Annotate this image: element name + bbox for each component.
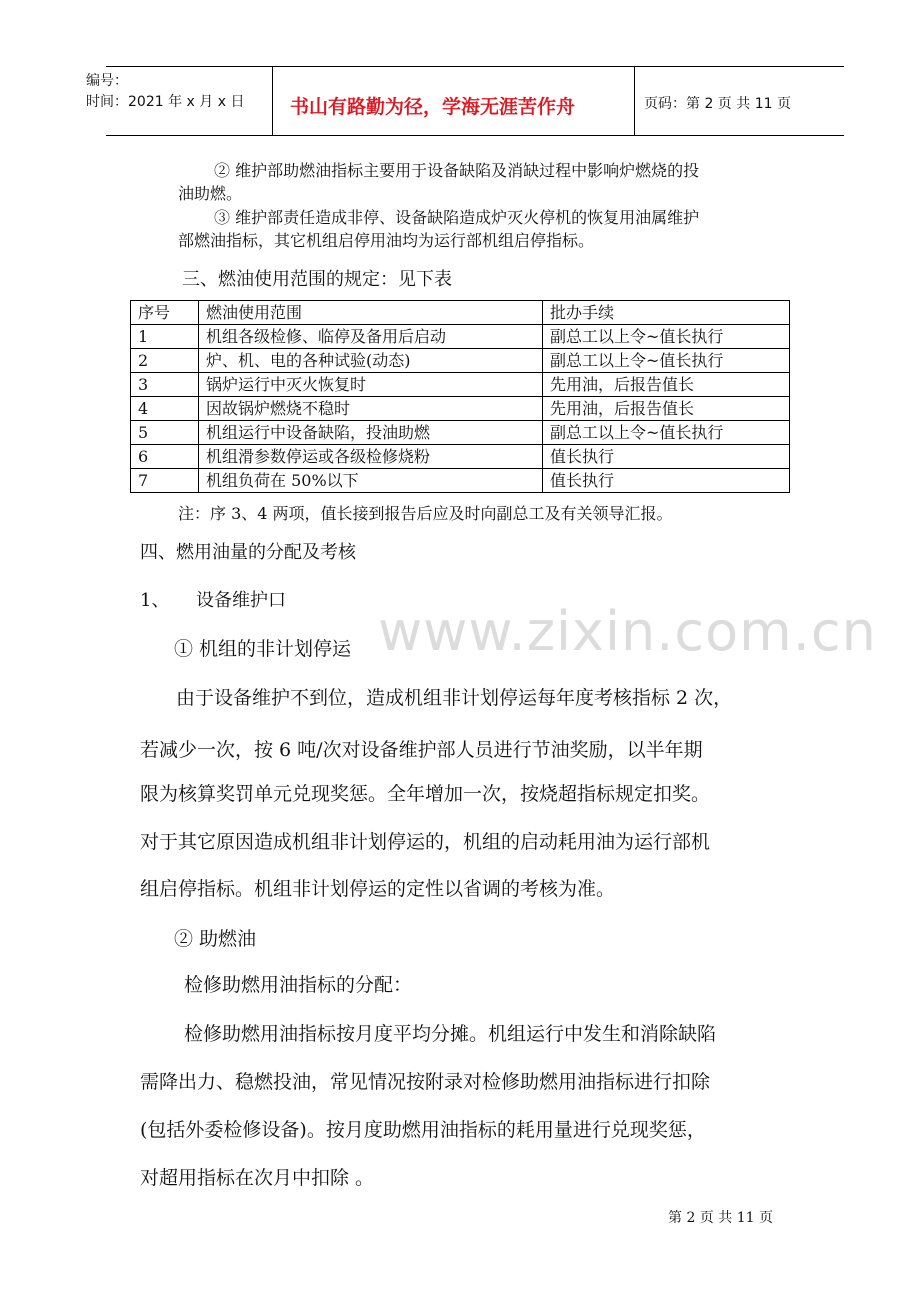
table-cell: 副总工以上令~值长执行	[543, 325, 790, 349]
header-number-label: 编号：	[86, 73, 128, 89]
table-header-cell: 批办手续	[543, 301, 790, 325]
table-row	[131, 445, 790, 469]
para-3-line-1: ③ 维护部责任造成非停、设备缺陷造成炉灭火停机的恢复用油属维护	[214, 208, 700, 227]
watermark: www.zixin.com.cn	[378, 600, 877, 663]
body-1-line-5: 组启停指标。机组非计划停运的定性以省调的考核为准。	[140, 878, 616, 900]
table-cell: 机组运行中设备缺陷，投油助燃	[199, 421, 543, 445]
table-cell: 机组滑参数停运或各级检修烧粉	[199, 445, 543, 469]
subsection-2-intro: 检修助燃用油指标的分配：	[184, 974, 413, 996]
table-row	[131, 421, 790, 445]
table-cell: 1	[131, 325, 199, 349]
item-1-number: 1、	[140, 590, 170, 611]
header-bottom-rule	[106, 135, 844, 136]
table-cell: 2	[131, 349, 199, 373]
body-2-line-1: 检修助燃用油指标按月度平均分摊。机组运行中发生和消除缺陷	[184, 1023, 717, 1045]
table-header-cell: 燃油使用范围	[199, 301, 543, 325]
header-divider-left	[272, 66, 273, 135]
header-top-rule	[106, 66, 844, 67]
body-1-line-2: 若减少一次，按 6 吨/次对设备维护部人员进行节油奖励，以半年期	[140, 739, 703, 761]
table-cell: 4	[131, 397, 199, 421]
section-3-title: 三、燃油使用范围的规定：见下表	[182, 269, 452, 290]
subsection-1-title: ① 机组的非计划停运	[174, 638, 352, 660]
para-2-line-2: 油助燃。	[178, 184, 243, 203]
body-1-line-3: 限为核算奖罚单元兑现奖惩。全年增加一次，按烧超指标规定扣奖。	[140, 783, 711, 805]
para-3-line-2: 部燃油指标，其它机组启停用油均为运行部机组启停指标。	[178, 231, 595, 250]
table-row	[131, 349, 790, 373]
table-cell: 先用油，后报告值长	[543, 397, 790, 421]
table-row	[131, 469, 790, 493]
fuel-usage-table	[130, 300, 790, 493]
body-1-line-1: 由于设备维护不到位，造成机组非计划停运每年度考核指标 2 次，	[176, 687, 733, 709]
table-cell: 因故锅炉燃烧不稳时	[199, 397, 543, 421]
table-header-row	[131, 301, 790, 325]
table-row	[131, 397, 790, 421]
table-row	[131, 373, 790, 397]
subsection-2-title: ② 助燃油	[174, 928, 257, 950]
table-cell: 副总工以上令~值长执行	[543, 421, 790, 445]
table-cell: 6	[131, 445, 199, 469]
body-2-line-2: 需降出力、稳燃投油，常见情况按附录对检修助燃用油指标进行扣除	[140, 1071, 711, 1093]
header-divider-right	[634, 66, 635, 135]
table-cell: 值长执行	[543, 469, 790, 493]
para-2-line-1: ② 维护部助燃油指标主要用于设备缺陷及消缺过程中影响炉燃烧的投	[214, 161, 700, 180]
item-1-label: 设备维护口	[196, 590, 286, 611]
table-cell: 7	[131, 469, 199, 493]
table-cell: 5	[131, 421, 199, 445]
section-4-title: 四、燃用油量的分配及考核	[140, 542, 356, 563]
page-footer: 第 2 页 共 11 页	[668, 1210, 773, 1226]
table-cell: 炉、机、电的各种试验(动态)	[199, 349, 543, 373]
table-cell: 锅炉运行中灭火恢复时	[199, 373, 543, 397]
body-2-line-3: (包括外委检修设备)。按月度助燃用油指标的耗用量进行兑现奖惩，	[140, 1119, 706, 1141]
table-cell: 机组负荷在 50%以下	[199, 469, 543, 493]
table-cell: 机组各级检修、临停及备用后启动	[199, 325, 543, 349]
table-cell: 副总工以上令~值长执行	[543, 349, 790, 373]
table-cell: 先用油，后报告值长	[543, 373, 790, 397]
body-1-line-4: 对于其它原因造成机组非计划停运的，机组的启动耗用油为运行部机	[140, 831, 711, 853]
body-2-line-4: 对超用指标在次月中扣除 。	[140, 1167, 375, 1189]
table-row	[131, 325, 790, 349]
table-note: 注：序 3、4 两项，值长接到报告后应及时向副总工及有关领导汇报。	[178, 504, 673, 523]
table-header-cell: 序号	[131, 301, 199, 325]
table-cell: 值长执行	[543, 445, 790, 469]
table-cell: 3	[131, 373, 199, 397]
header-date-label: 时间：2021 年 x 月 x 日	[86, 94, 245, 110]
header-motto: 书山有路勤为径，学海无涯苦作舟	[290, 96, 576, 118]
header-page-label: 页码：第 2 页 共 11 页	[644, 96, 791, 112]
